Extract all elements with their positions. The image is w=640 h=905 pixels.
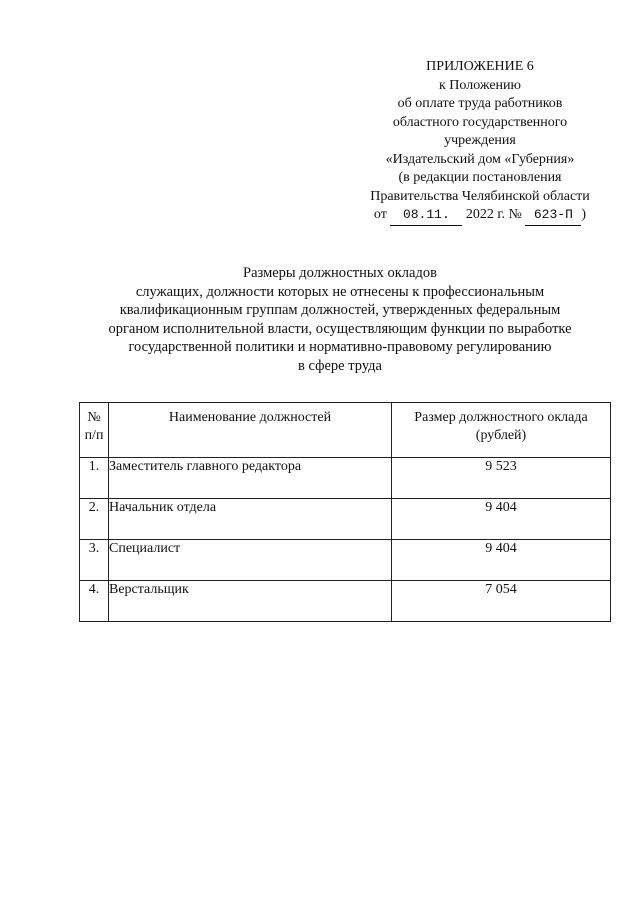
row-salary: 7 054 <box>392 581 611 622</box>
table-row <box>80 540 611 581</box>
appendix-title: ПРИЛОЖЕНИЕ 6 <box>426 59 534 74</box>
row-salary: 9 404 <box>392 499 611 540</box>
header-salary-line1: Размер должностного оклада <box>414 410 588 425</box>
row-number: 2. <box>80 499 109 540</box>
table-row <box>80 499 611 540</box>
document-title <box>40 264 640 375</box>
appendix-line: учреждения <box>444 133 516 148</box>
table-header-row <box>80 403 611 458</box>
from-label: от <box>373 207 387 222</box>
row-position-name: Заместитель главного редактора <box>109 458 392 499</box>
appendix-line: областного государственного <box>392 114 568 130</box>
row-position-name: Начальник отдела <box>109 499 392 540</box>
header-number <box>80 403 109 458</box>
title-line: органом исполнительной власти, осуществляющим функции по выработке <box>108 320 572 337</box>
row-number: 3. <box>80 540 109 581</box>
row-salary: 9 404 <box>392 540 611 581</box>
appendix-line: к Положению <box>438 77 521 93</box>
appendix-line: Правительства Челябинской области <box>370 188 590 204</box>
header-number-line2: п/п <box>84 428 104 443</box>
title-line: в сфере труда <box>298 357 382 374</box>
resolution-reference <box>330 206 630 226</box>
appendix-line: (в редакции постановления <box>398 170 562 185</box>
appendix-line: «Издательский дом «Губерния» <box>385 151 575 167</box>
number-sign: № <box>508 207 522 222</box>
salary-table <box>79 402 611 622</box>
header-salary <box>392 403 611 458</box>
title-line: государственной политики и нормативно-правовому регулированию <box>128 339 552 355</box>
table-row <box>80 458 611 499</box>
row-number: 4. <box>80 581 109 622</box>
row-position-name: Верстальщик <box>109 581 392 622</box>
header-number-line1: № <box>87 410 101 425</box>
row-position-name: Специалист <box>109 540 392 581</box>
row-number: 1. <box>80 458 109 499</box>
title-line: Размеры должностных окладов <box>243 265 437 281</box>
header-position-name: Наименование должностей <box>109 403 392 458</box>
resolution-year: 2022 г. <box>465 207 506 222</box>
table-row <box>80 581 611 622</box>
row-salary: 9 523 <box>392 458 611 499</box>
resolution-number: 623-П <box>525 206 581 226</box>
title-line: служащих, должности которых не отнесены к профессиональным <box>135 283 545 300</box>
title-line: квалификационным группам должностей, утвержденных федеральным <box>119 302 561 318</box>
appendix-header <box>330 58 630 226</box>
closing-paren: ) <box>581 207 587 222</box>
header-salary-line2: (рублей) <box>475 428 527 443</box>
resolution-date: 08.11. <box>390 206 462 226</box>
appendix-line: об оплате труда работников <box>397 96 563 111</box>
